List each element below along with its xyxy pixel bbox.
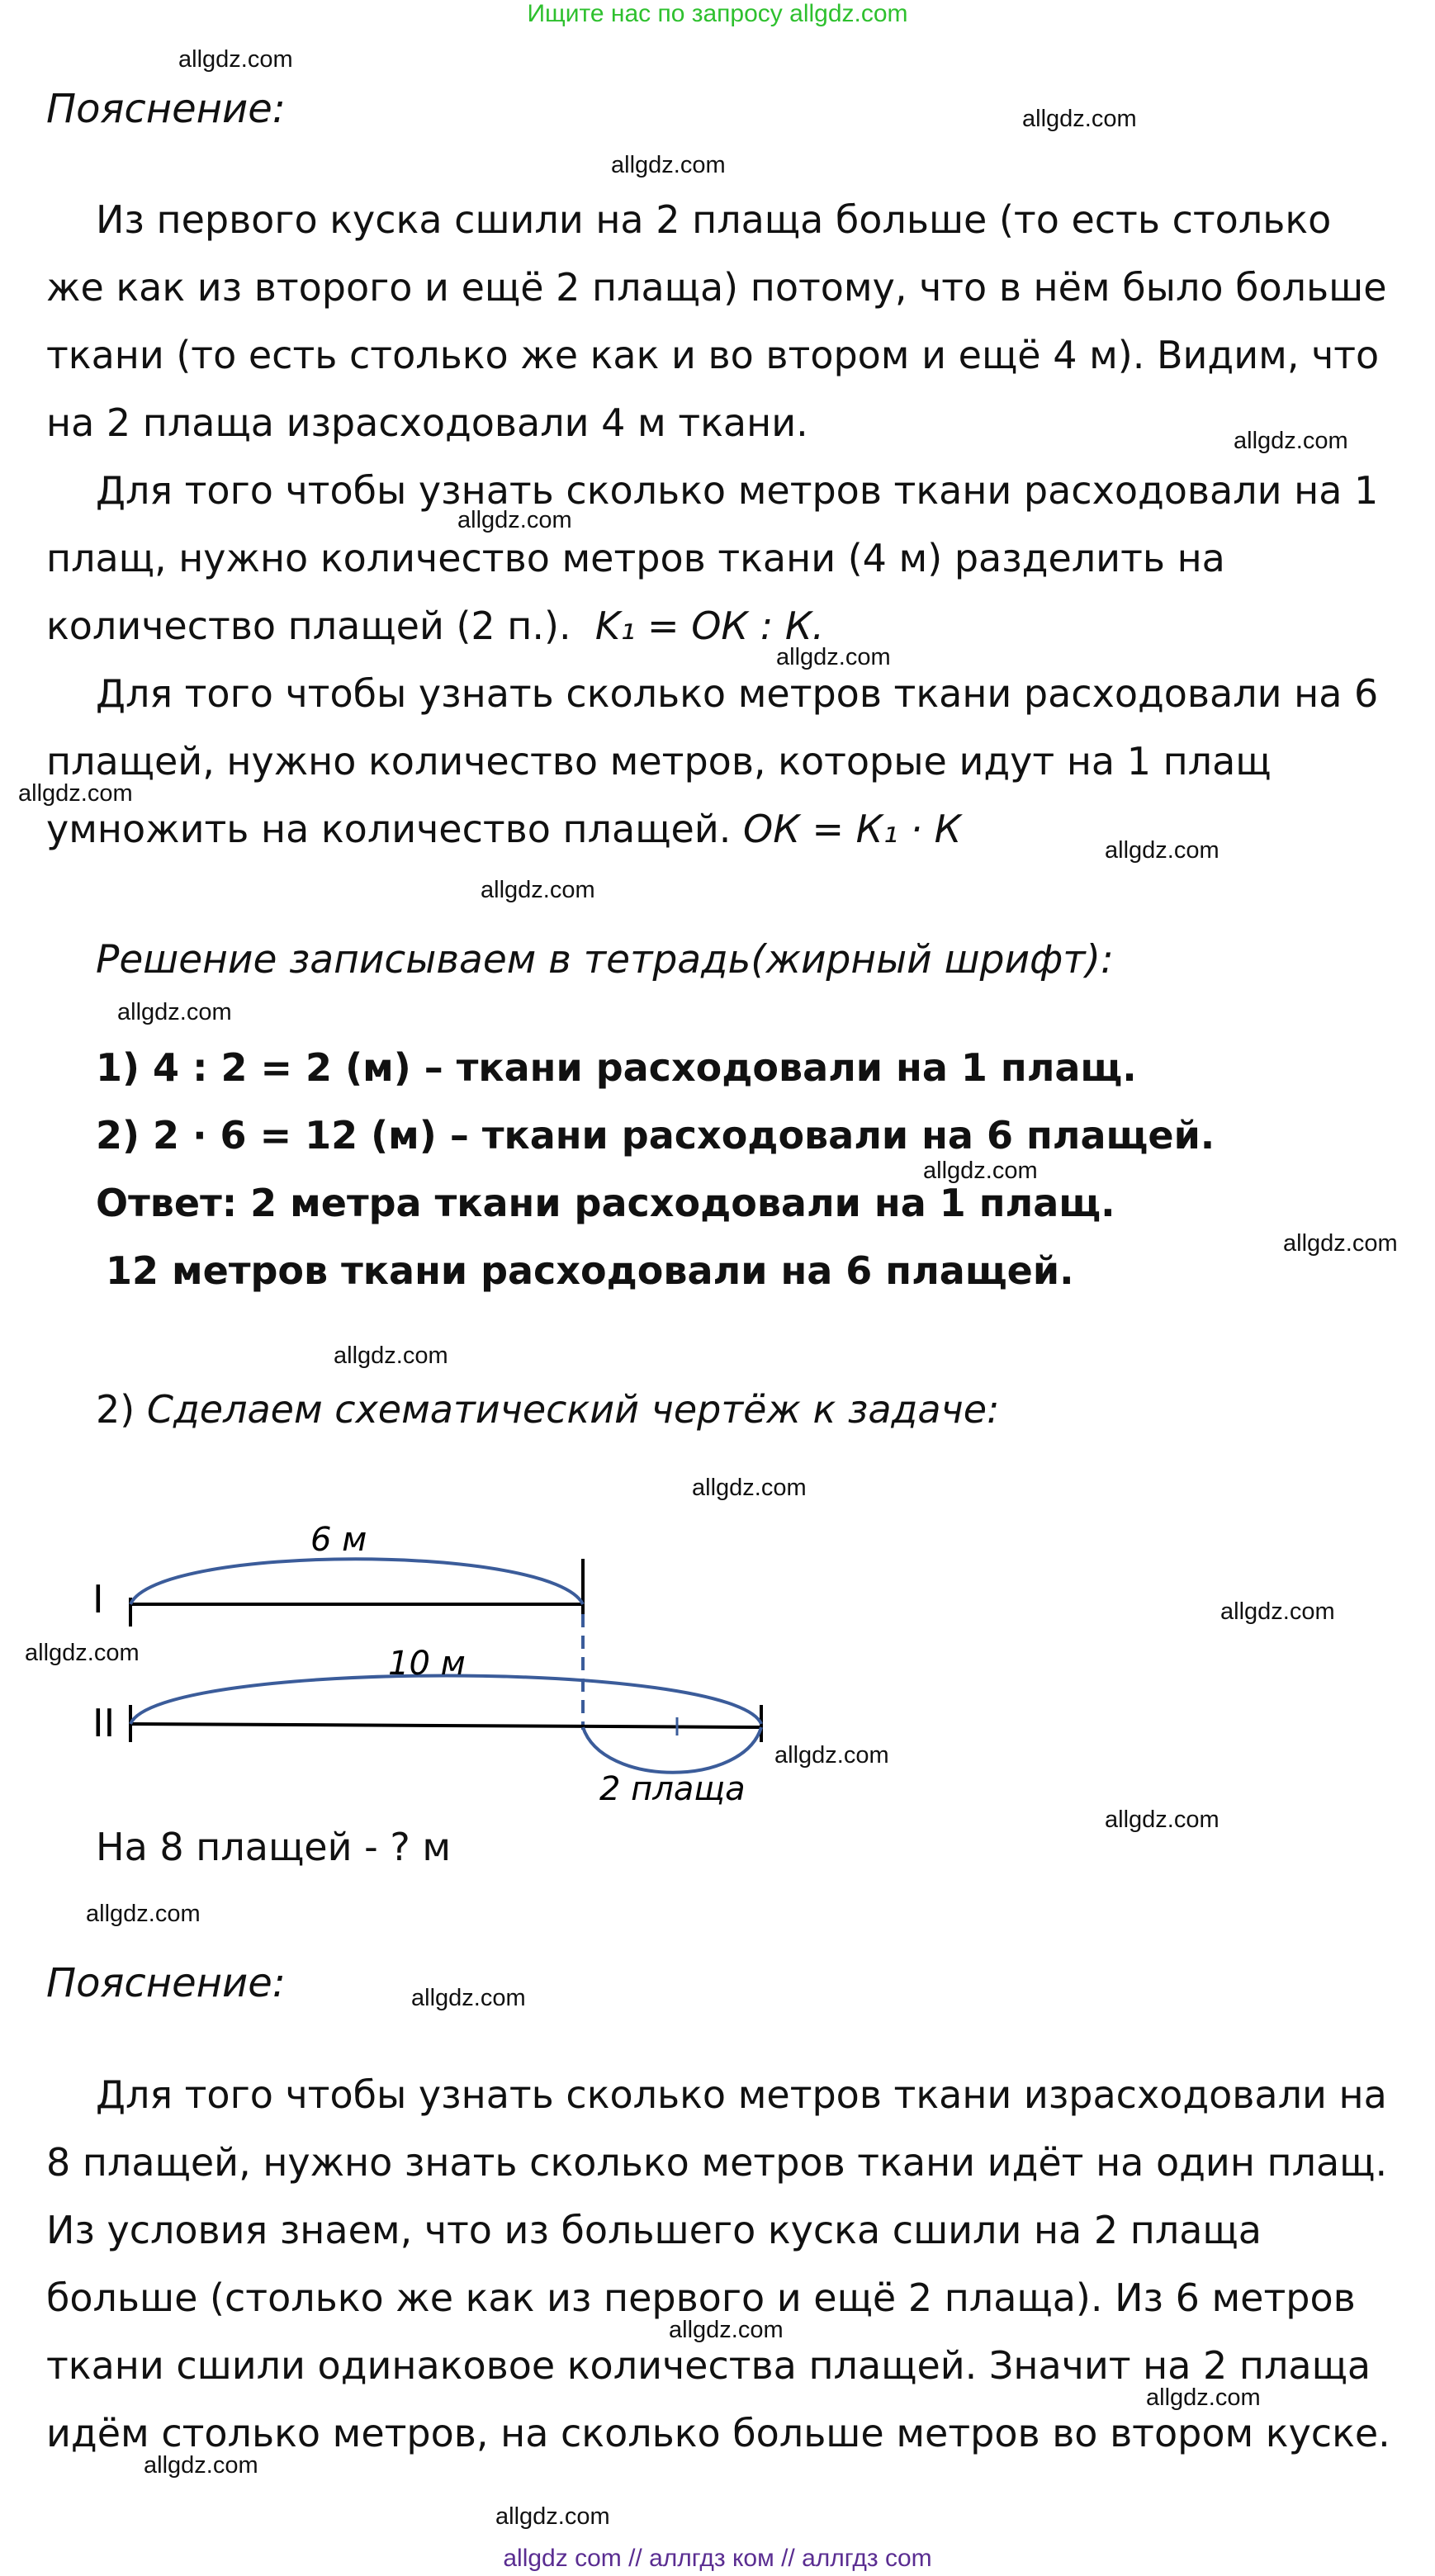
row2-brace bbox=[130, 1676, 761, 1725]
extra-label: 2 плаща bbox=[599, 1770, 746, 1808]
watermark: allgdz.com bbox=[334, 1342, 448, 1369]
extra-brace bbox=[583, 1727, 761, 1773]
solution-heading: Решение записываем в тетрадь(жирный шрифт): bbox=[96, 937, 1114, 983]
watermark: allgdz.com bbox=[692, 1475, 807, 1501]
segment-diagram bbox=[0, 1503, 1435, 1833]
formula-ok: ОК = К₁ · К bbox=[743, 807, 962, 851]
watermark: allgdz.com bbox=[774, 1742, 889, 1769]
watermark: allgdz.com bbox=[495, 2503, 610, 2530]
watermark: allgdz.com bbox=[1220, 1598, 1335, 1625]
watermark: allgdz.com bbox=[18, 780, 133, 807]
watermark: allgdz.com bbox=[457, 507, 572, 533]
paragraph-text: Для того чтобы узнать сколько метров ткани расходовали на 1 плащ, нужно количество метров ткани (4 м) разделить на количество плащей (2 п.). bbox=[46, 468, 1379, 648]
watermark: allgdz.com bbox=[776, 644, 891, 670]
row2-segment bbox=[130, 1724, 761, 1727]
watermark: allgdz.com bbox=[144, 2452, 258, 2479]
watermark: allgdz.com bbox=[25, 1640, 140, 1666]
watermark: allgdz.com bbox=[1022, 106, 1137, 132]
paragraph-text: Из первого куска сшили на 2 плаща больше (то есть столько же как из второго и ещё 2 плаща) потому, что в нём было больше ткани (то есть столько же как и во втором и ещё 4 м). Видим, что на 2 плаща израсходовали 4 м ткани. bbox=[46, 197, 1387, 445]
formula-k1: K₁ = ОК : К. bbox=[594, 604, 825, 648]
row2-label: II bbox=[92, 1701, 116, 1745]
row1-label: I bbox=[92, 1577, 104, 1622]
explanation-heading-2: Пояснение: bbox=[46, 1960, 286, 2006]
watermark: allgdz.com bbox=[1105, 1807, 1220, 1833]
explanation-paragraph-2 bbox=[46, 457, 1400, 660]
explanation-paragraph-3 bbox=[46, 660, 1400, 863]
paragraph-text: Для того чтобы узнать сколько метров ткани расходовали на 6 плащей, нужно количество метров, которые идут на 1 плащ умножить на количество плащей. bbox=[46, 671, 1379, 851]
row1-brace bbox=[130, 1559, 583, 1604]
watermark: allgdz.com bbox=[1234, 428, 1348, 454]
task-heading-text: Сделаем схематический чертёж к задаче: bbox=[146, 1387, 1000, 1432]
explanation-heading-1: Пояснение: bbox=[46, 86, 286, 132]
watermark: allgdz.com bbox=[86, 1901, 201, 1927]
watermark: allgdz.com bbox=[411, 1985, 526, 2011]
watermark: allgdz.com bbox=[178, 46, 293, 73]
watermark: allgdz.com bbox=[1283, 1230, 1398, 1257]
row1-measure: 6 м bbox=[310, 1521, 367, 1559]
watermark: allgdz.com bbox=[611, 152, 726, 178]
watermark: allgdz.com bbox=[669, 2317, 784, 2343]
task-number: 2) bbox=[96, 1387, 135, 1432]
watermark: allgdz.com bbox=[117, 999, 232, 1025]
watermark: allgdz.com bbox=[1105, 837, 1220, 864]
watermark: allgdz.com bbox=[481, 877, 595, 903]
task2-heading bbox=[96, 1387, 1000, 1432]
explanation-paragraph-1 bbox=[46, 186, 1400, 457]
watermark: allgdz.com bbox=[923, 1158, 1038, 1184]
answer-line-1: Ответ: 2 метра ткани расходовали на 1 плащ. bbox=[96, 1181, 1115, 1225]
task2-question: На 8 плащей - ? м bbox=[96, 1825, 452, 1869]
site-banner: Ищите нас по запросу allgdz.com bbox=[527, 0, 908, 27]
watermark: allgdz.com bbox=[1146, 2384, 1261, 2411]
solution-step-2: 2) 2 · 6 = 12 (м) – ткани расходовали на 6 плащей. bbox=[96, 1113, 1215, 1158]
paragraph-text: Для того чтобы узнать сколько метров ткани израсходовали на 8 плащей, нужно знать сколько метров ткани идёт на один плащ. Из условия знаем, что из большего куска сшили на 2 плаща больше (столько же как из первого и ещё 2 плаща). Из 6 метров ткани сшили одинаковое количества плащей. Значит на 2 плаща идём столько метров, на сколько больше метров во втором куске. bbox=[46, 2072, 1390, 2455]
answer-line-2: 12 метров ткани расходовали на 6 плащей. bbox=[106, 1248, 1074, 1293]
row2-measure: 10 м bbox=[388, 1645, 466, 1683]
site-footer: allgdz com // аллгдз ком // аллгдз com bbox=[503, 2545, 932, 2572]
solution-step-1: 1) 4 : 2 = 2 (м) – ткани расходовали на 1 плащ. bbox=[96, 1045, 1137, 1090]
